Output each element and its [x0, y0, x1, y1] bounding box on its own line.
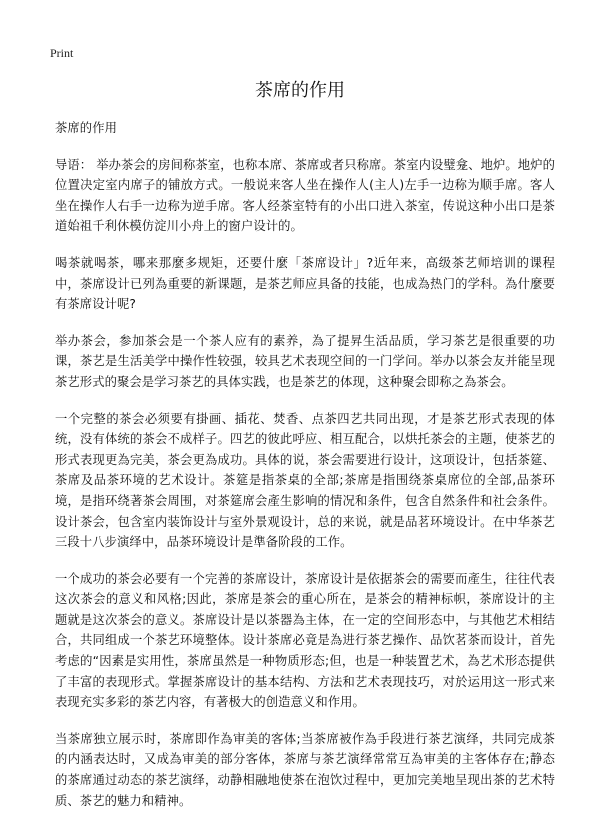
- document-title: 茶席的作用: [255, 80, 345, 101]
- paragraph-2: 喝茶就喝茶，哪来那麼多规矩，还要什麼「茶席设计」?近年来，高级茶艺师培训的课程中，茶席设计已列為重要的新课题，是茶艺师应具备的技能，也成為热门的学科。為什麼要有茶席设计呢?: [55, 255, 555, 312]
- paragraph-intro: 导语： 举办茶会的房间称茶室，也称本席、茶席或者只称席。茶室内设璧龛、地炉。地炉的位置决定室内席子的铺放方式。一般说来客人坐在操作人(主人)左手一边称为顺手席。客人坐在操作人右手一边称为逆手席。客人经茶室特有的小出口进入茶室，传说这种小出口是茶道始祖千利休模仿淀川小舟上的窗户设计的。: [55, 157, 555, 234]
- paragraph-3: 举办茶会，参加茶会是一个茶人应有的素养，為了提昇生活品质，学习茶艺是很重要的功课，茶艺是生活美学中操作性较强，较具艺术表现空间的一门学问。举办以茶会友并能呈现茶艺形式的聚会是学习茶艺的具体实践，也是茶艺的体现，这种聚会即称之為茶会。: [55, 333, 555, 389]
- print-link[interactable]: Print: [50, 46, 74, 60]
- paragraph-6: 当茶席独立展示时，茶席即作為审美的客体;当茶席被作為手段进行茶艺演绎，共同完成茶的内涵表达时，又成為审美的部分客体，茶席与茶艺演绎常常互為审美的主客体存在;静态的茶席通过动态的茶艺演绎，动静相融地使茶在泡饮过程中，更加完美地呈现出茶的艺术特质、茶艺的魅力和精神。: [55, 731, 555, 808]
- document-body: [55, 118, 555, 827]
- document-subtitle: 茶席的作用: [55, 121, 117, 135]
- paragraph-5: 一个成功的茶会必要有一个完善的茶席设计，茶席设计是依据茶会的需要而產生，往往代表这次茶会的意义和风格;因此，茶席是茶会的重心所在，是茶会的精神标帜，茶席设计的主题就是这次茶会的意义。茶席设计是以茶器為主体，在一定的空间形态中，与其他艺术相结合，共同组成一个茶艺环境整体。设计茶席必竟是為进行茶艺操作、品饮茗茶而设计，首先考虑的“因素是实用性，茶席虽然是一种物质形态;但，也是一种装置艺术，為艺术形态提供了丰富的表现形式。掌握茶席设计的基本结构、方法和艺术表现技巧，对於运用这一形式来表现充实多彩的茶艺内容，有著极大的创造意义和作用。: [55, 571, 555, 710]
- paragraph-4: 一个完整的茶会必须要有掛画、插花、焚香、点茶四艺共同出现，才是茶艺形式表现的体统，没有体统的茶会不成样子。四艺的彼此呼应、相互配合，以烘托茶会的主题，使茶艺的形式表现更為完美，茶会更為成功。具体的说，茶会需要进行设计，这项设计，包括茶筵、茶席及品茶环境的艺术设计。茶筵是指茶桌的全部;茶席是指围绕茶桌席位的全部,品茶环境，是指环绕著茶会周围，对茶筵席会產生影响的情况和条件，包含自然条件和社会条件。设计茶会，包含室内装饰设计与室外景观设计，总的来说，就是品茗环境设计。在中华茶艺三段十八步演绎中，品茶环境设计是準备阶段的工作。: [55, 411, 555, 550]
